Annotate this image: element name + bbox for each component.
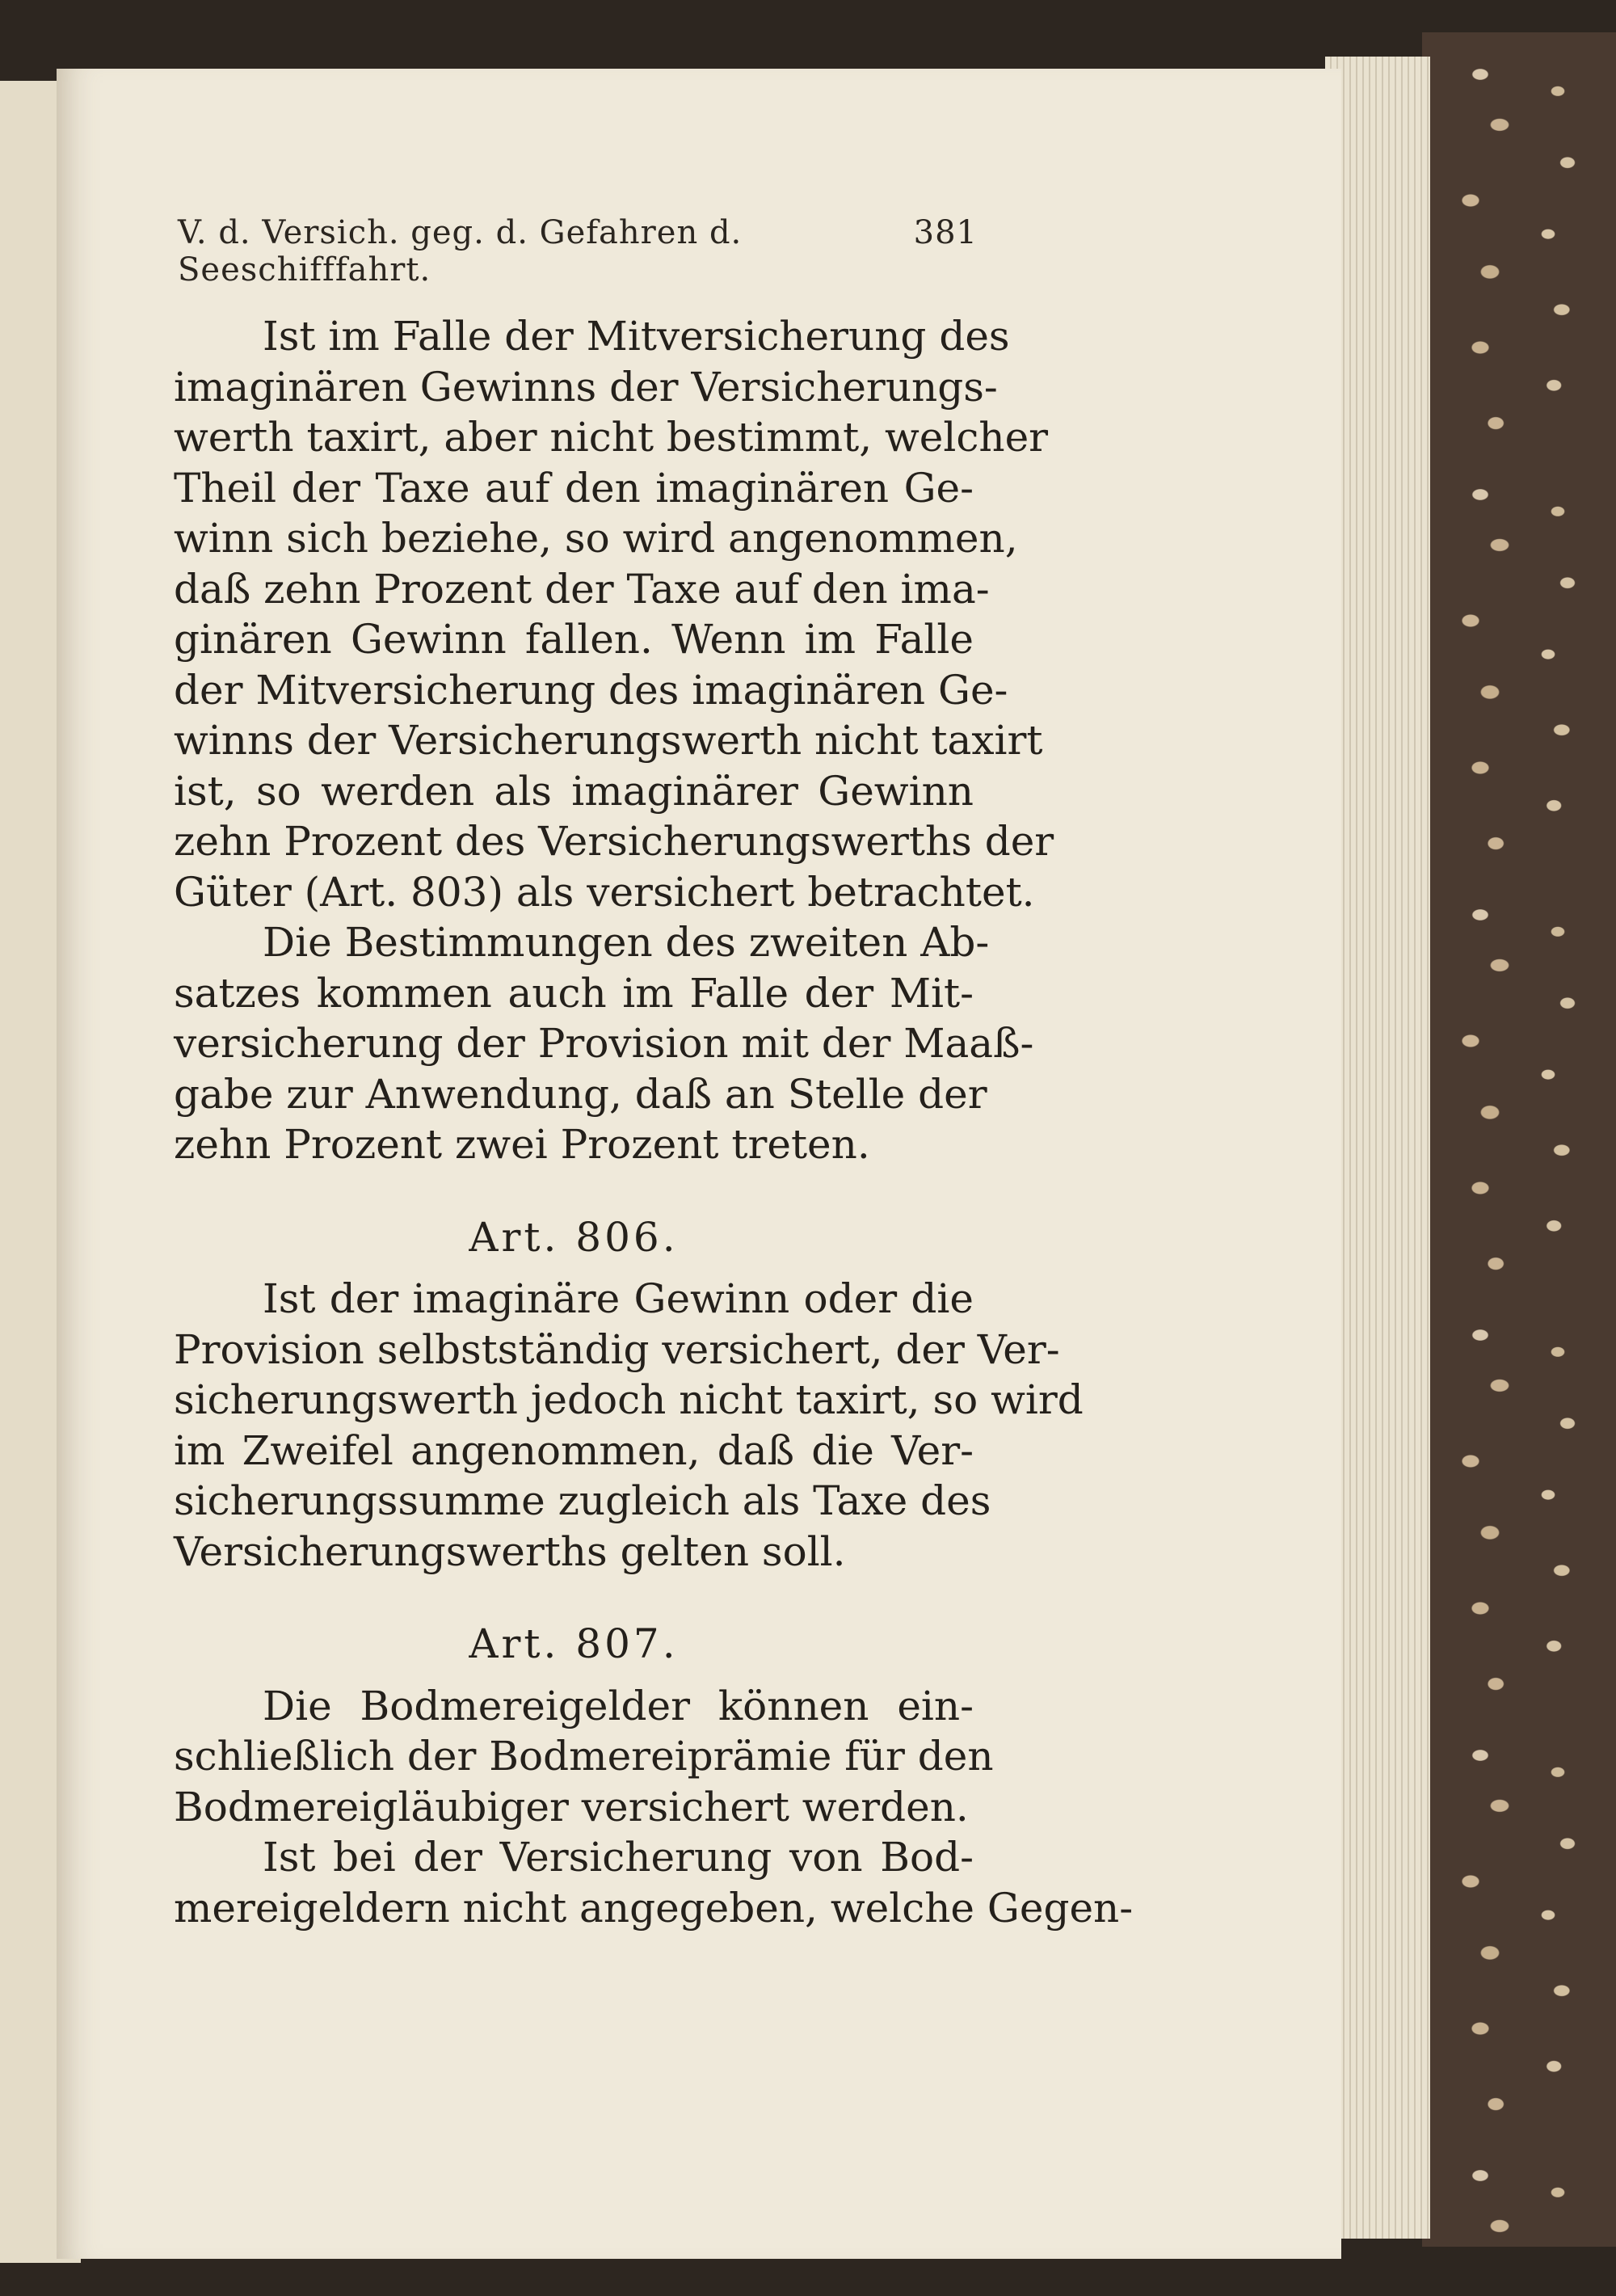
text-line: Die Bodmereigelder können ein- [263, 1682, 974, 1729]
text-line: zehn Prozent des Versicherungswerths der [174, 818, 1054, 865]
page-number: 381 [913, 214, 978, 251]
text-line: Theil der Taxe auf den imaginären Ge- [174, 464, 974, 512]
text-line: imaginären Gewinns der Versicherungs- [174, 363, 998, 411]
text-line: ginären Gewinn fallen. Wenn im Falle [174, 616, 974, 663]
text-line: schließlich der Bodmereiprämie für den [174, 1733, 994, 1780]
text-line: sicherungswerth jedoch nicht taxirt, so wird [174, 1376, 1084, 1423]
text-line: Bodmereigläubiger versichert werden. [174, 1783, 969, 1830]
text-line: gabe zur Anwendung, daß an Stelle der [174, 1070, 987, 1118]
text-line: Versicherungswerths gelten soll. [174, 1527, 846, 1575]
running-head [178, 214, 978, 289]
text-line: der Mitversicherung des imaginären Ge- [174, 666, 1008, 714]
text-line: Ist im Falle der Mitversicherung des [263, 313, 1010, 360]
text-line: ist, so werden als imaginärer Gewinn [174, 767, 974, 815]
text-line: werth taxirt, aber nicht bestimmt, welcher [174, 414, 1049, 461]
page-body [174, 311, 1134, 1933]
text-line: sicherungssumme zugleich als Taxe des [174, 1477, 991, 1524]
text-line: Ist der imaginäre Gewinn oder die [263, 1275, 974, 1322]
paragraph [174, 917, 1034, 1170]
marbled-cover [1422, 32, 1616, 2247]
text-line: im Zweifel angenommen, daß die Ver- [174, 1426, 974, 1474]
paragraph [174, 1681, 994, 1833]
text-line: versicherung der Provision mit der Maaß- [174, 1020, 1034, 1067]
text-line: winns der Versicherungswerth nicht taxirt [174, 717, 1043, 764]
paragraph [174, 311, 1054, 917]
text-line: Güter (Art. 803) als versichert betrachtet. [174, 868, 1035, 916]
text-line: mereigeldern nicht angegeben, welche Gegen- [174, 1884, 1134, 1932]
paragraph [174, 1832, 1134, 1933]
paragraph [174, 1274, 1084, 1577]
text-line: Provision selbstständig versichert, der Ver- [174, 1325, 1060, 1373]
text-line: zehn Prozent zwei Prozent treten. [174, 1121, 870, 1168]
running-head-title: V. d. Versich. geg. d. Gefahren d. Seeschifffahrt. [178, 214, 743, 289]
text-line: Ist bei der Versicherung von Bod- [263, 1834, 974, 1881]
text-line: Die Bestimmungen des zweiten Ab- [263, 919, 990, 966]
text-line: satzes kommen auch im Falle der Mit- [174, 969, 974, 1017]
article-heading-806: Art. 806. [469, 1213, 679, 1261]
text-line: winn sich beziehe, so wird angenommen, [174, 515, 1018, 562]
text-line: daß zehn Prozent der Taxe auf den ima- [174, 565, 990, 613]
article-heading-807: Art. 807. [469, 1620, 679, 1667]
